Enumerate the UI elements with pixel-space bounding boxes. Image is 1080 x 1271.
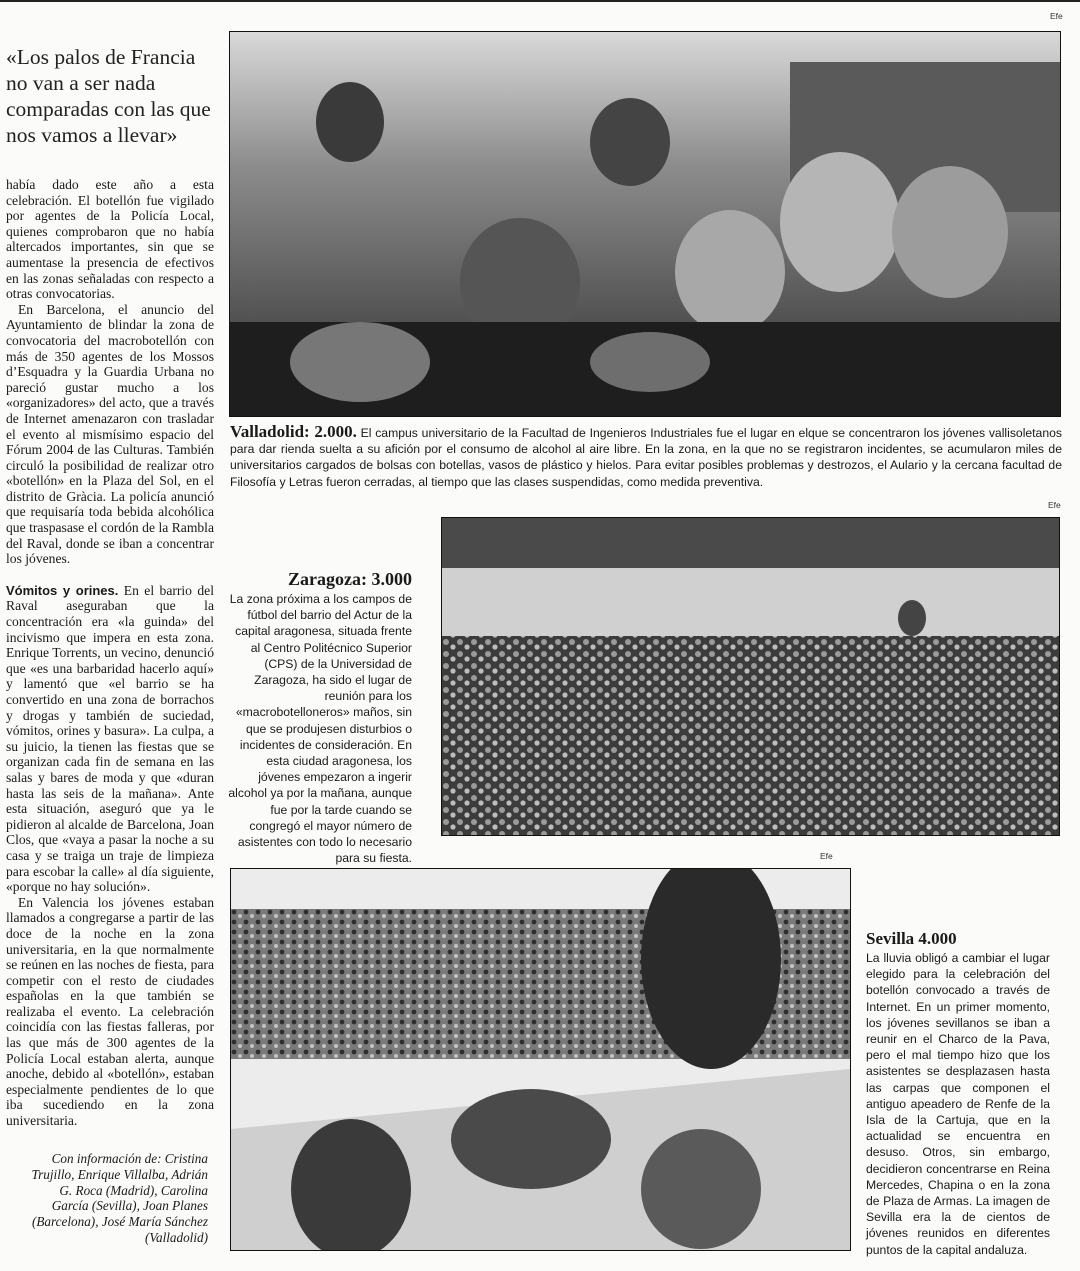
photo-sevilla <box>230 868 851 1251</box>
caption-text: El campus universitario de la Facultad de Ingenieros Industriales fue el lugar en elque se concentraron los jóvenes vallisoletanos para dar rienda suelta a su afición por el consumo de alcohol al aire libre. En la zona, en la que no se registraron incidentes, se acumularon miles de universitarios cargados de bolsas con botellas, vasos de plástico y hielos. Para evitar posibles problemas y destrozos, el Aulario y la cercana facultad de Filosofía y Letras fueron cerradas, al tiempo que las clases suspendidas, como medida preventiva. <box>230 426 1062 489</box>
caption-title: Zaragoza: 3.000 <box>288 569 412 589</box>
photo-zaragoza <box>441 517 1060 836</box>
article-body <box>6 177 214 1129</box>
photo-valladolid <box>229 31 1061 417</box>
article-paragraph-text: En el barrio del Raval aseguraban que la concentración era «la guinda» del incivismo que impera en esta zona. Enrique Torrents, un vecino, denunció que «es una barbaridad hacerlo aquí» y lamentó que «el barrio se ha convertido en una zona de borrachos y drogas y también de suciedad, vómitos, orines y basura». La culpa, a su juicio, la tienen las fiestas que se organizan cada fin de semana en las salas y bares de moda y que «duran hasta las seis de la mañana». Ante esta situación, aseguró que ya le pidieron al alcalde de Barcelona, Joan Clos, que «vaya a pasar la noche a su casa y se traiga un traje de limpieza para escobar la calle» al día siguiente, «porque no hay solución». <box>6 582 214 895</box>
article-paragraph: En Barcelona, el anuncio del Ayuntamiento de blindar la zona de convocatoria del macrobotellón con más de 350 agentes de los Mossos d’Esquadra y la Guardia Urbana no pareció gustar mucho a los «organizadores» del acto, que a través de Internet amenazaron con trasladar el evento al mismísimo espacio del Fórum 2004 de las Culturas. También circuló la posibilidad de realizar otro «botellón» en la Plaza del Sol, en el distrito de Gràcia. La policía anunció que requisaría toda bebida alcohólica que traspasase el cordón de la Rambla del Raval, donde se iban a concentrar los jóvenes. <box>6 301 214 567</box>
photo-credit-agency: Efe <box>820 851 833 861</box>
photo-credit-agency: Efe <box>1050 11 1063 21</box>
caption-sevilla <box>866 929 1050 1258</box>
caption-title: Sevilla 4.000 <box>866 929 957 948</box>
article-paragraph: En Valencia los jóvenes estaban llamados a congregarse a partir de las doce de la noche en la zona universitaria, en la que normalmente se reúnen en las noches de fiesta, para competir con el resto de ciudades españolas en la que también se realizaba el evento. La celebración coincidía con las fiestas falleras, por las que más de 300 agentes de la Policía Local estaban alerta, aunque anoche, debido al «botellón», estaban especialmente pendientes de lo que iba sucediendo en la zona universitaria. <box>6 894 214 1129</box>
pull-quote: «Los palos de Francia no van a ser nada comparadas con las que nos vamos a llevar» <box>6 45 211 147</box>
photo-credit-agency: Efe <box>1048 500 1061 510</box>
caption-text: La lluvia obligó a cambiar el lugar elegido para la celebración del botellón convocado a través de Internet. En un primer momento, los jóvenes sevillanos se iban a reunir en el Charco de la Pava, pero el mal tiempo hizo que los asistentes se desplazasen hasta las carpas que componen el antiguo apeadero de Renfe de la Isla de la Cartuja, que en la actualidad se encuentra en desuso. Otros, sin embargo, decidieron concentrarse en Reina Mercedes, Chapina o en la zona de Plaza de Armas. La imagen de Sevilla era la de cientos de jóvenes reunidos en diferentes puntos de la capital andaluza. <box>866 951 1050 1257</box>
article-paragraph: había dado este año a esta celebración. El botellón fue vigilado por agentes de la Policía Local, quienes comprobaron que no había altercados importantes, sin que se aumentase la presencia de efectivos en las zonas señaladas con respecto a otras convocatorias. <box>6 177 214 302</box>
article-paragraph <box>6 583 214 895</box>
caption-text: La zona próxima a los campos de fútbol del barrio del Actur de la capital aragonesa, situada frente al Centro Politécnico Superior (CPS) de la Universidad de Zaragoza, ha sido el lugar de reunión para los «macrobotelloneros» maños, sin que se produjesen disturbios o incidentes de consideración. En esta ciudad aragonesa, los jóvenes empezaron a ingerir alcohol ya por la mañana, aunque fue por la tarde cuando se congregó el mayor número de asistentes con todo lo necesario para su fiesta. <box>228 592 412 866</box>
top-rule <box>0 0 1080 2</box>
credits: Con información de: Cristina Trujillo, Enrique Villalba, Adrián G. Roca (Madrid), Carolina García (Sevilla), Joan Planes (Barcelona), José María Sánchez (Valladolid) <box>31 1151 208 1245</box>
section-lead: Vómitos y orines. <box>6 582 119 598</box>
caption-title: Valladolid: 2.000. <box>230 422 357 441</box>
caption-zaragoza <box>228 569 412 866</box>
caption-valladolid <box>230 424 1062 490</box>
